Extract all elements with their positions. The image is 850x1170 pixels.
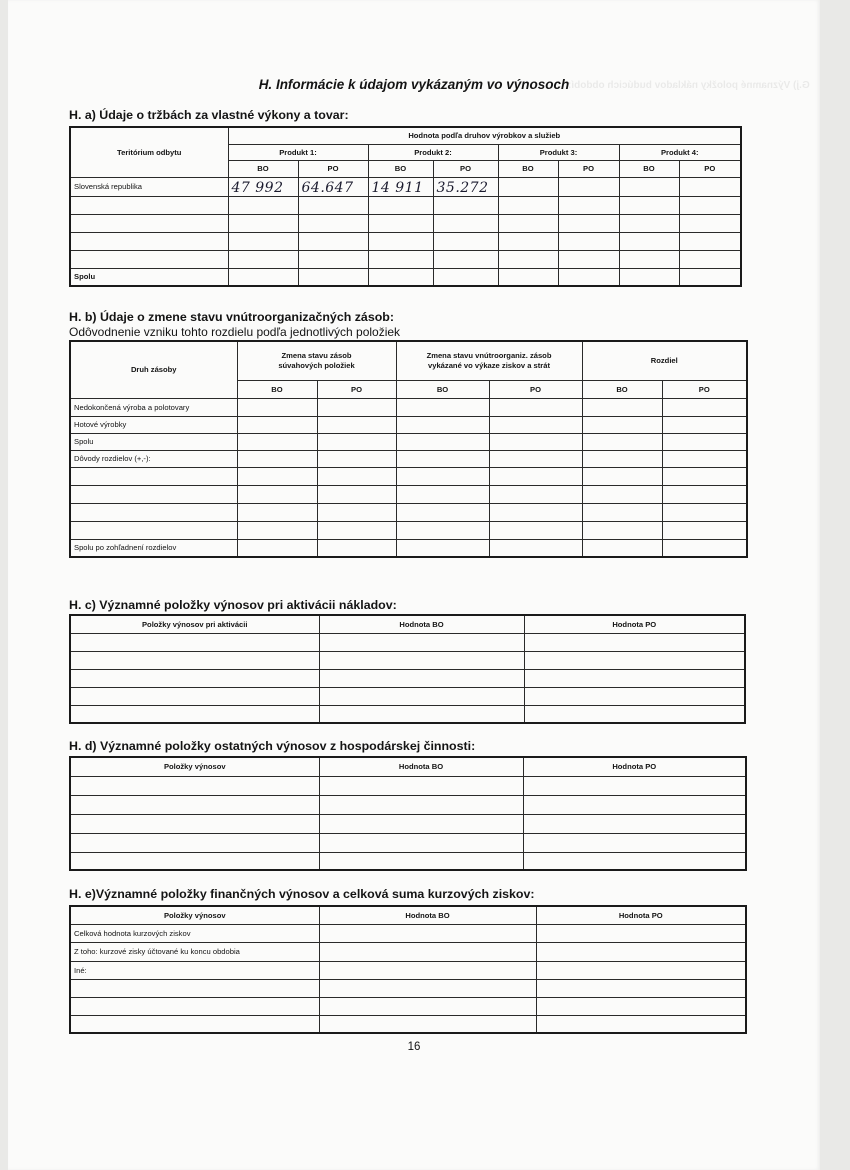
form-cell[interactable] (662, 416, 747, 433)
form-cell[interactable] (489, 433, 582, 450)
form-cell[interactable] (558, 232, 619, 250)
form-cell[interactable] (237, 416, 317, 433)
form-cell[interactable] (498, 232, 558, 250)
table-row (70, 214, 741, 232)
form-cell[interactable] (70, 687, 319, 705)
form-cell[interactable] (524, 687, 745, 705)
bo-header: BO (237, 380, 317, 398)
form-cell[interactable] (489, 450, 582, 467)
table-row (70, 250, 741, 268)
form-cell[interactable] (70, 979, 319, 997)
sales-cell[interactable] (619, 177, 679, 196)
form-cell[interactable] (582, 433, 662, 450)
difference-header: Rozdiel (582, 341, 747, 380)
form-cell[interactable] (70, 814, 319, 833)
header-line: Zmena stavu zásob (281, 350, 352, 360)
sales-cell[interactable] (498, 177, 558, 196)
table-row (70, 669, 745, 687)
form-cell[interactable] (317, 521, 396, 539)
form-cell[interactable] (524, 705, 745, 723)
sales-table (69, 126, 742, 287)
form-cell[interactable] (228, 232, 298, 250)
row-label: Spolu po zohľadnení rozdielov (70, 539, 237, 557)
form-cell[interactable] (70, 232, 228, 250)
form-cell[interactable] (396, 485, 489, 503)
form-cell[interactable] (619, 250, 679, 268)
section-b-heading: H. b) Údaje o zmene stavu vnútroorganizačných zásob: (69, 310, 394, 324)
bo-header: BO (498, 160, 558, 177)
form-page (8, 0, 820, 1170)
form-cell[interactable] (319, 997, 536, 1015)
form-cell[interactable] (298, 250, 368, 268)
form-cell[interactable] (70, 852, 319, 870)
form-cell[interactable] (558, 214, 619, 232)
form-cell[interactable] (523, 833, 746, 852)
form-cell[interactable] (237, 398, 317, 416)
table-row (70, 651, 745, 669)
form-cell[interactable] (298, 214, 368, 232)
row-label: Iné: (70, 961, 319, 979)
table-row (70, 687, 745, 705)
form-cell[interactable] (489, 539, 582, 557)
form-cell[interactable] (433, 250, 498, 268)
handwritten-value: 35.272 (436, 179, 489, 196)
table-row (70, 196, 741, 214)
po-header: PO (489, 380, 582, 398)
form-cell[interactable] (619, 214, 679, 232)
bo-header: BO (619, 160, 679, 177)
form-cell[interactable] (228, 214, 298, 232)
form-cell[interactable] (396, 539, 489, 557)
form-cell[interactable] (237, 503, 317, 521)
form-cell[interactable] (70, 776, 319, 795)
form-cell[interactable] (498, 214, 558, 232)
territory-header: Teritórium odbytu (70, 127, 228, 177)
form-cell[interactable] (237, 433, 317, 450)
form-cell[interactable] (498, 196, 558, 214)
form-cell[interactable] (558, 196, 619, 214)
bo-header: BO (368, 160, 433, 177)
form-cell[interactable] (317, 539, 396, 557)
section-c-heading: H. c) Významné položky výnosov pri aktivácii nákladov: (69, 598, 397, 612)
form-cell[interactable] (524, 651, 745, 669)
form-cell[interactable] (368, 196, 433, 214)
form-cell[interactable] (228, 196, 298, 214)
form-cell[interactable] (523, 776, 746, 795)
form-cell[interactable] (317, 416, 396, 433)
form-cell[interactable] (498, 268, 558, 286)
form-cell[interactable] (582, 416, 662, 433)
section-b-subheading: Odôvodnenie vzniku tohto rozdielu podľa jednotlivých položiek (69, 325, 401, 339)
header-line: súvahových položiek (278, 360, 355, 370)
form-cell[interactable] (319, 961, 536, 979)
form-cell[interactable] (396, 521, 489, 539)
form-cell[interactable] (523, 795, 746, 814)
form-cell[interactable] (319, 942, 536, 961)
form-cell[interactable] (70, 196, 228, 214)
po-header: PO (679, 160, 741, 177)
form-cell[interactable] (70, 633, 319, 651)
form-cell[interactable] (582, 450, 662, 467)
form-cell[interactable] (524, 633, 745, 651)
form-cell[interactable] (368, 250, 433, 268)
form-cell[interactable] (582, 398, 662, 416)
row-label: Celková hodnota kurzových ziskov (70, 924, 319, 942)
sales-cell[interactable] (433, 177, 498, 196)
form-cell[interactable] (523, 814, 746, 833)
product-1-header: Produkt 1: (228, 144, 368, 160)
header-line: Zmena stavu vnútroorganiz. zásob (426, 350, 552, 360)
form-cell[interactable] (433, 232, 498, 250)
form-cell[interactable] (489, 467, 582, 485)
table-row (70, 776, 746, 795)
po-header: PO (317, 380, 396, 398)
form-cell[interactable] (679, 232, 741, 250)
form-cell[interactable] (70, 521, 237, 539)
po-header: PO (433, 160, 498, 177)
form-cell[interactable] (619, 268, 679, 286)
bo-header: BO (396, 380, 489, 398)
section-a-heading: H. a) Údaje o tržbách za vlastné výkony a tovar: (69, 108, 349, 122)
page-title: H. Informácie k údajom vykázaným vo výnosoch (258, 77, 570, 92)
form-cell[interactable] (582, 539, 662, 557)
form-cell[interactable] (319, 979, 536, 997)
form-cell[interactable] (523, 852, 746, 870)
col-header: Hodnota PO (536, 906, 746, 924)
show-through-text: G.j) Významné položky nákladov budúcich období: (568, 80, 810, 91)
col-header: Hodnota BO (319, 906, 536, 924)
table-row (70, 833, 746, 852)
col-header: Položky výnosov (70, 906, 319, 924)
handwritten-value: 64.647 (301, 179, 354, 196)
form-cell[interactable] (582, 485, 662, 503)
form-cell[interactable] (70, 997, 319, 1015)
form-cell[interactable] (662, 539, 747, 557)
sales-cell[interactable] (558, 177, 619, 196)
po-header: PO (662, 380, 747, 398)
form-cell[interactable] (70, 833, 319, 852)
form-cell[interactable] (317, 433, 396, 450)
form-cell[interactable] (536, 961, 746, 979)
form-cell[interactable] (228, 250, 298, 268)
form-cell[interactable] (70, 485, 237, 503)
form-cell[interactable] (396, 503, 489, 521)
form-cell[interactable] (536, 997, 746, 1015)
form-cell[interactable] (679, 196, 741, 214)
product-4-header: Produkt 4: (619, 144, 741, 160)
form-cell[interactable] (70, 795, 319, 814)
bo-header: BO (228, 160, 298, 177)
other-income-table (69, 756, 747, 871)
form-cell[interactable] (368, 268, 433, 286)
form-cell[interactable] (662, 450, 747, 467)
form-cell[interactable] (228, 268, 298, 286)
col-header: Položky výnosov (70, 757, 319, 776)
bo-header: BO (582, 380, 662, 398)
section-e-heading: H. e)Významné položky finančných výnosov a celková suma kurzových ziskov: (69, 887, 535, 901)
form-cell[interactable] (70, 503, 237, 521)
table-row (70, 485, 747, 503)
inventory-type-header: Druh zásoby (70, 341, 237, 398)
form-cell[interactable] (536, 979, 746, 997)
form-cell[interactable] (319, 687, 524, 705)
col-header: Položky výnosov pri aktivácii (70, 615, 319, 633)
form-cell[interactable] (319, 776, 523, 795)
form-cell[interactable] (70, 1015, 319, 1033)
section-d-heading: H. d) Významné položky ostatných výnosov z hospodárskej činnosti: (69, 739, 476, 753)
form-cell[interactable] (619, 232, 679, 250)
pl-change-header (396, 341, 582, 380)
po-header: PO (558, 160, 619, 177)
form-cell[interactable] (317, 467, 396, 485)
form-cell[interactable] (298, 232, 368, 250)
form-cell[interactable] (558, 250, 619, 268)
form-cell[interactable] (498, 250, 558, 268)
total-label: Spolu (70, 268, 228, 286)
form-cell[interactable] (396, 433, 489, 450)
sales-cell[interactable] (368, 177, 433, 196)
form-cell[interactable] (524, 669, 745, 687)
sales-cell[interactable] (228, 177, 298, 196)
product-2-header: Produkt 2: (368, 144, 498, 160)
col-header: Hodnota PO (523, 757, 746, 776)
form-cell[interactable] (70, 250, 228, 268)
table-row (70, 795, 746, 814)
form-cell[interactable] (319, 651, 524, 669)
handwritten-value: 14 911 (371, 179, 424, 196)
form-cell[interactable] (237, 521, 317, 539)
table-row (70, 1015, 746, 1033)
form-cell[interactable] (662, 433, 747, 450)
activation-table (69, 614, 746, 724)
form-cell[interactable] (317, 398, 396, 416)
handwritten-value: 47 992 (231, 179, 284, 196)
inventory-table (69, 340, 748, 558)
form-cell[interactable] (396, 416, 489, 433)
sales-cell[interactable] (298, 177, 368, 196)
col-header: Hodnota BO (319, 615, 524, 633)
form-cell[interactable] (536, 1015, 746, 1033)
form-cell[interactable] (70, 705, 319, 723)
form-cell[interactable] (70, 467, 237, 485)
form-cell[interactable] (536, 942, 746, 961)
form-cell[interactable] (582, 521, 662, 539)
balance-change-header (237, 341, 396, 380)
form-cell[interactable] (319, 633, 524, 651)
form-cell[interactable] (319, 814, 523, 833)
table-row (70, 232, 741, 250)
form-cell[interactable] (582, 467, 662, 485)
form-cell[interactable] (396, 450, 489, 467)
form-cell[interactable] (237, 485, 317, 503)
row-label: Dôvody rozdielov (+,-): (70, 450, 237, 467)
value-header: Hodnota podľa druhov výrobkov a služieb (228, 127, 741, 144)
form-cell[interactable] (489, 416, 582, 433)
form-cell[interactable] (396, 467, 489, 485)
financial-income-table (69, 905, 747, 1034)
po-header: PO (298, 160, 368, 177)
form-cell[interactable] (319, 833, 523, 852)
table-row (70, 467, 747, 485)
form-cell[interactable] (489, 398, 582, 416)
table-row (70, 814, 746, 833)
form-cell[interactable] (237, 467, 317, 485)
form-cell[interactable] (298, 196, 368, 214)
form-cell[interactable] (433, 268, 498, 286)
header-line: vykázané vo výkaze ziskov a strát (428, 360, 551, 370)
form-cell[interactable] (70, 214, 228, 232)
form-cell[interactable] (679, 250, 741, 268)
form-cell[interactable] (558, 268, 619, 286)
form-cell[interactable] (662, 521, 747, 539)
form-cell[interactable] (317, 485, 396, 503)
form-cell[interactable] (489, 485, 582, 503)
col-header: Hodnota PO (524, 615, 745, 633)
form-cell[interactable] (679, 214, 741, 232)
row-label: Nedokončená výroba a polotovary (70, 398, 237, 416)
form-cell[interactable] (70, 669, 319, 687)
row-label: Spolu (70, 433, 237, 450)
table-row (70, 705, 745, 723)
form-cell[interactable] (433, 214, 498, 232)
form-cell[interactable] (489, 503, 582, 521)
form-cell[interactable] (368, 214, 433, 232)
form-cell[interactable] (679, 268, 741, 286)
form-cell[interactable] (319, 669, 524, 687)
table-row (70, 521, 747, 539)
form-cell[interactable] (70, 651, 319, 669)
form-cell[interactable] (319, 705, 524, 723)
form-cell[interactable] (662, 398, 747, 416)
form-cell[interactable] (619, 196, 679, 214)
form-cell[interactable] (317, 450, 396, 467)
form-cell[interactable] (396, 398, 489, 416)
row-label: Z toho: kurzové zisky účtované ku koncu obdobia (70, 942, 319, 961)
form-cell[interactable] (319, 1015, 536, 1033)
table-row (70, 997, 746, 1015)
form-cell[interactable] (317, 503, 396, 521)
form-cell[interactable] (489, 521, 582, 539)
form-cell[interactable] (237, 539, 317, 557)
form-cell[interactable] (237, 450, 317, 467)
col-header: Hodnota BO (319, 757, 523, 776)
territory-label: Slovenská republika (70, 177, 228, 196)
form-cell[interactable] (536, 924, 746, 942)
sales-cell[interactable] (679, 177, 741, 196)
form-cell[interactable] (319, 924, 536, 942)
page-number: 16 (407, 1041, 421, 1053)
form-cell[interactable] (319, 795, 523, 814)
form-cell[interactable] (368, 232, 433, 250)
form-cell[interactable] (662, 485, 747, 503)
form-cell[interactable] (319, 852, 523, 870)
form-cell[interactable] (433, 196, 498, 214)
form-cell[interactable] (298, 268, 368, 286)
table-row (70, 503, 747, 521)
product-3-header: Produkt 3: (498, 144, 619, 160)
form-cell[interactable] (662, 467, 747, 485)
table-row (70, 979, 746, 997)
table-row (70, 852, 746, 870)
form-cell[interactable] (582, 503, 662, 521)
table-row (70, 633, 745, 651)
row-label: Hotové výrobky (70, 416, 237, 433)
form-cell[interactable] (662, 503, 747, 521)
